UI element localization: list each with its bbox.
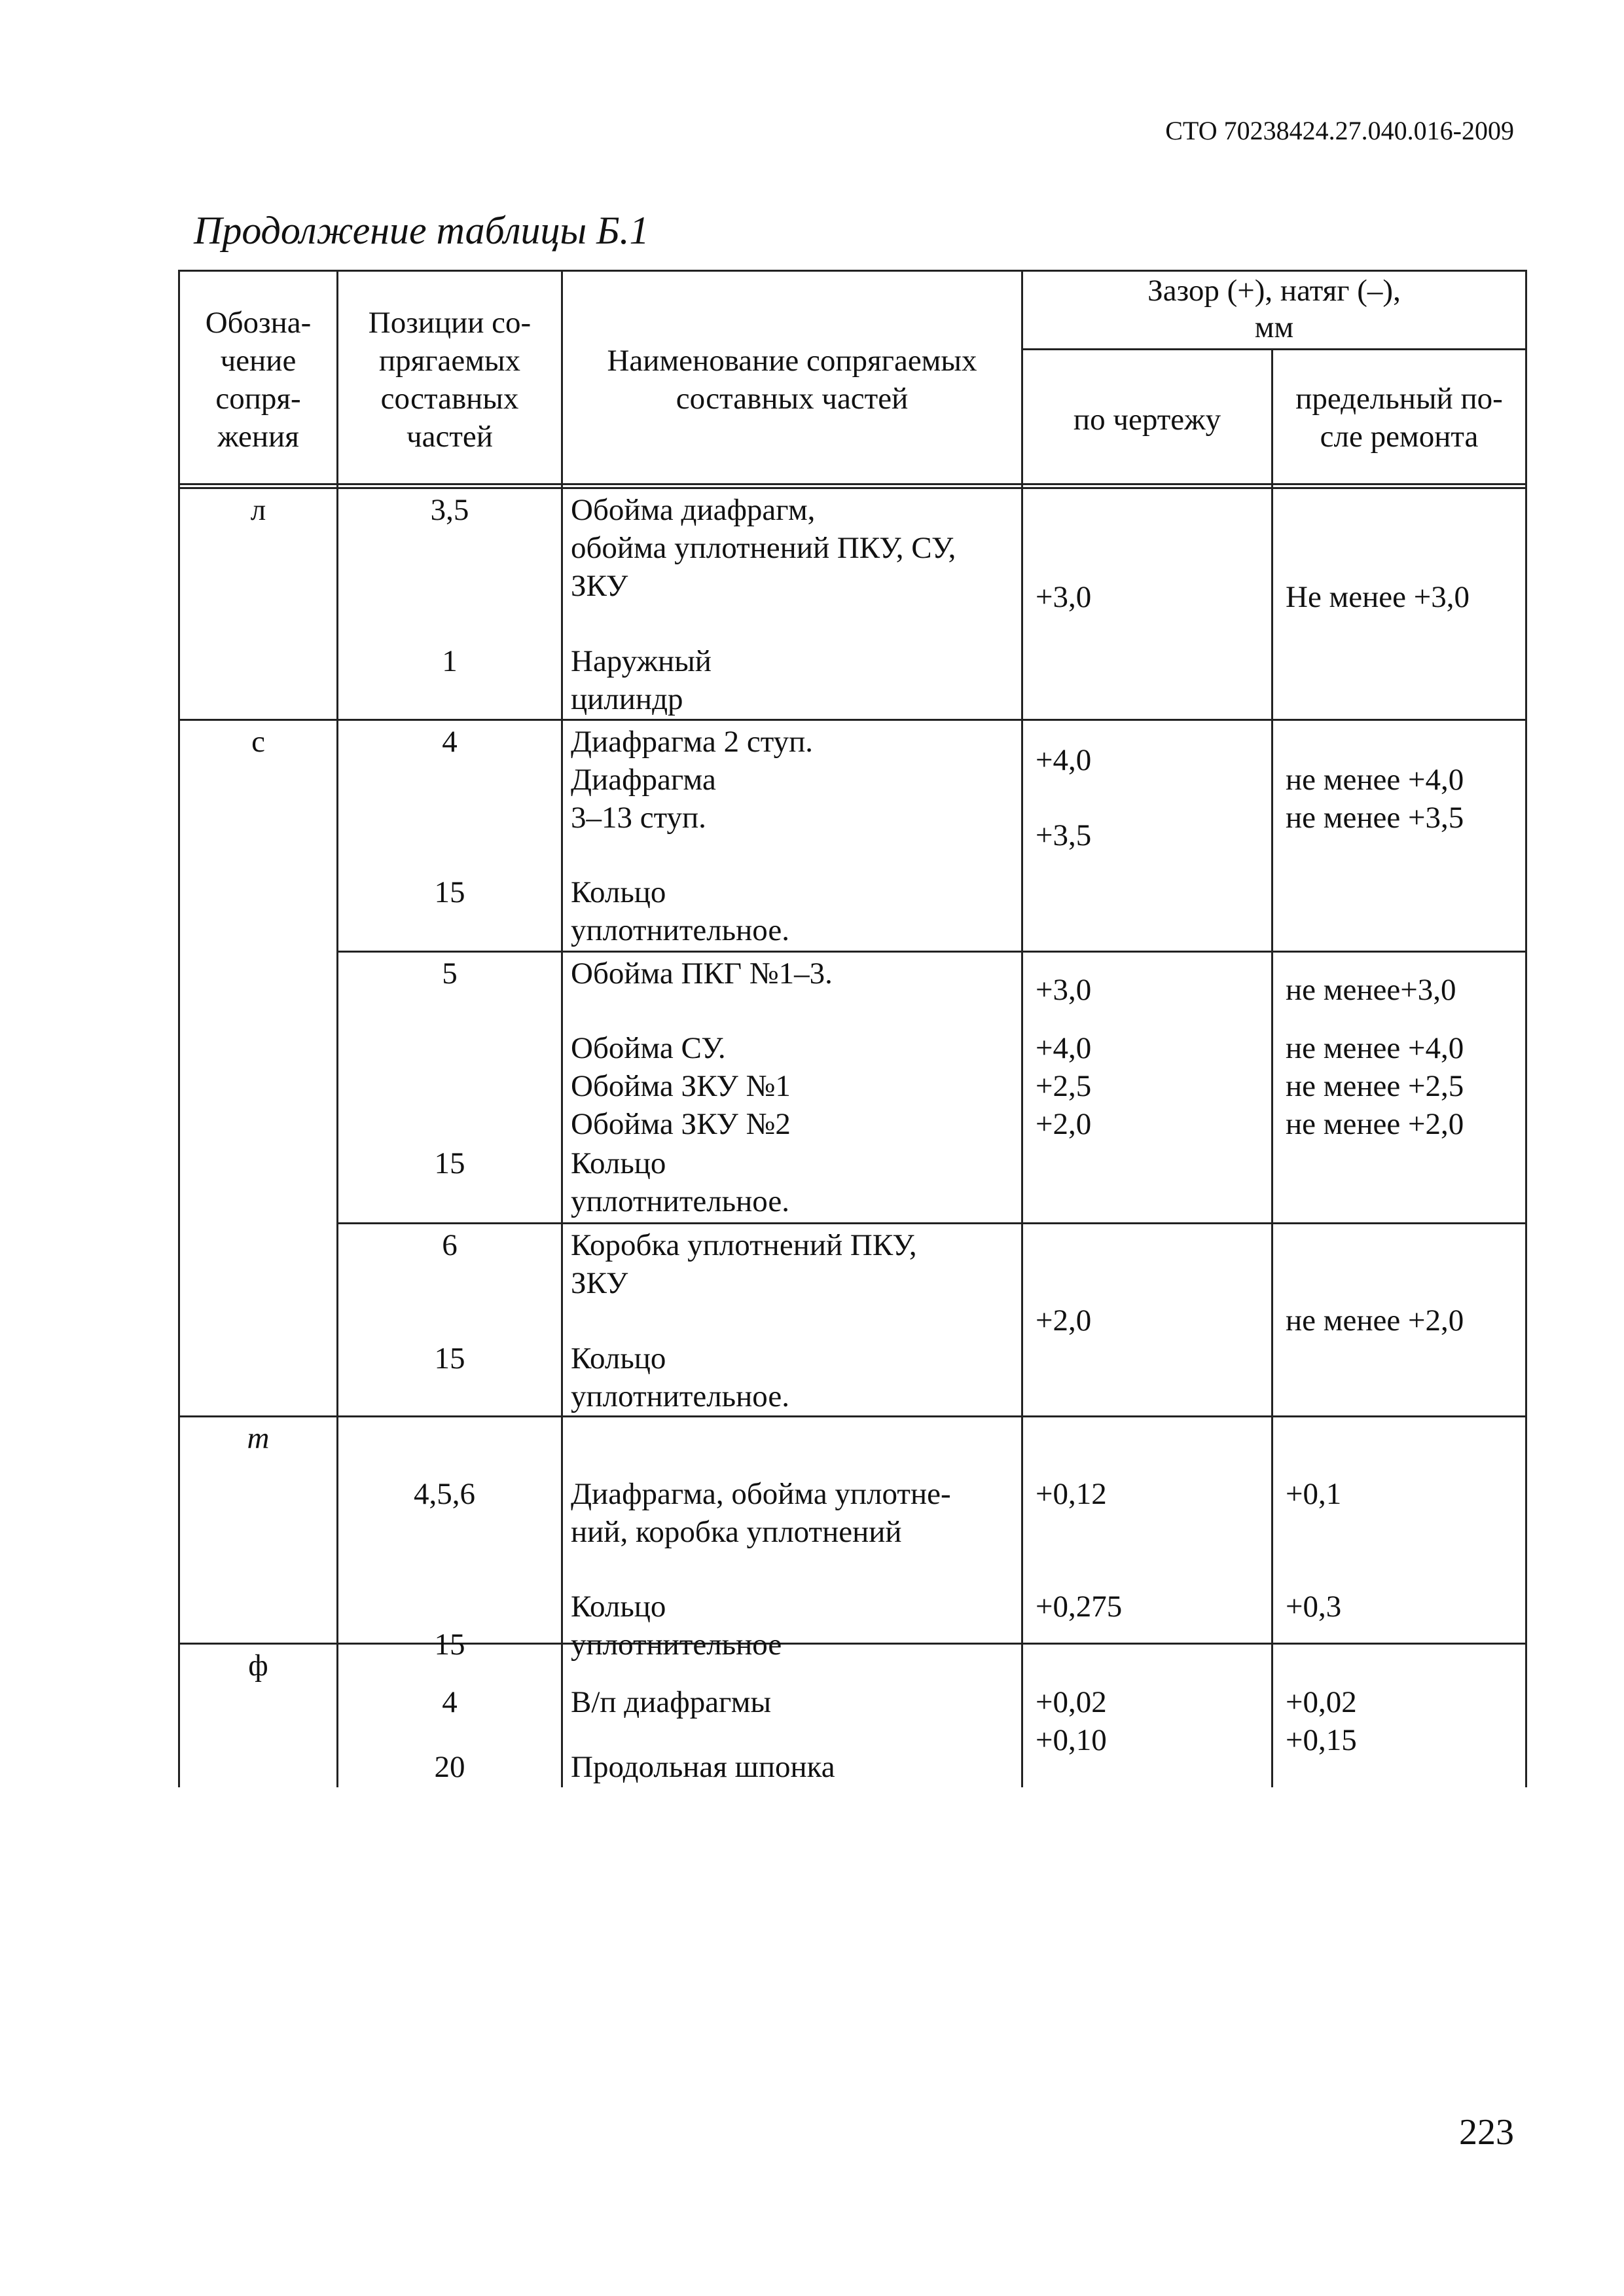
row-divider-l-s bbox=[178, 719, 1527, 721]
row-s3-position-a: 6 bbox=[442, 1228, 458, 1262]
row-s1-position-a: 4 bbox=[442, 725, 458, 759]
row-s1-position-b: 15 bbox=[434, 875, 465, 909]
row-s3-limit: не менее +2,0 bbox=[1286, 1303, 1464, 1338]
row-l-position-a: 3,5 bbox=[430, 493, 469, 527]
row-l-limit: Не менее +3,0 bbox=[1286, 580, 1470, 614]
row-f-limit: +0,02 +0,15 bbox=[1286, 1685, 1357, 1757]
row-divider-s2-s3 bbox=[336, 1222, 1527, 1224]
column-divider-3 bbox=[1021, 270, 1023, 1787]
row-f-drawing: +0,02 +0,10 bbox=[1036, 1685, 1107, 1757]
row-divider-s-t bbox=[178, 1415, 1527, 1417]
row-f-name-b: Продольная шпонка bbox=[571, 1750, 835, 1784]
header-bottom-rule-1 bbox=[178, 483, 1527, 485]
column-divider-4 bbox=[1271, 348, 1273, 1787]
row-divider-s1-s2 bbox=[336, 951, 1527, 953]
row-f-position-b: 20 bbox=[434, 1750, 465, 1784]
table-right-border bbox=[1525, 270, 1527, 1787]
row-t-drawing-2: +0,275 bbox=[1036, 1590, 1123, 1624]
table-top-border bbox=[178, 270, 1527, 272]
document-code: СТО 70238424.27.040.016-2009 bbox=[1165, 116, 1514, 145]
row-s3-name-b: Кольцо уплотнительное. bbox=[571, 1341, 789, 1413]
row-t-name-b: Кольцо уплотнительное bbox=[571, 1590, 782, 1662]
row-l-drawing: +3,0 bbox=[1036, 580, 1092, 614]
header-bottom-rule-2 bbox=[178, 487, 1527, 489]
column-divider-2 bbox=[561, 270, 563, 1787]
header-gap-group: Зазор (+), натяг (–), мм bbox=[1147, 274, 1401, 344]
row-f-name-a: В/п диафрагмы bbox=[571, 1685, 772, 1719]
row-l-position-b: 1 bbox=[442, 644, 458, 678]
header-designation: Обозна- чение сопря- жения bbox=[205, 306, 312, 454]
header-by-drawing: по чертежу bbox=[1073, 403, 1221, 437]
row-t-limit-1: +0,1 bbox=[1286, 1477, 1342, 1511]
row-s3-drawing: +2,0 bbox=[1036, 1303, 1092, 1338]
header-name: Наименование сопрягаемых составных частей bbox=[607, 344, 977, 416]
row-t-limit-2: +0,3 bbox=[1286, 1590, 1342, 1624]
row-s1-drawing-1: +4,0 bbox=[1036, 743, 1092, 777]
page-number: 223 bbox=[1459, 2112, 1514, 2153]
row-s2-drawing-rest: +4,0 +2,5 +2,0 bbox=[1036, 1031, 1092, 1141]
row-s2-name-a: Обойма ПКГ №1–3. bbox=[571, 957, 833, 991]
header-positions: Позиции со- прягаемых составных частей bbox=[368, 306, 532, 454]
row-l-designation: л bbox=[250, 493, 266, 527]
row-s-designation: с bbox=[251, 725, 265, 759]
row-f-position-a: 4 bbox=[442, 1685, 458, 1719]
row-s2-limit-rest: не менее +4,0 не менее +2,5 не менее +2,0 bbox=[1286, 1031, 1464, 1141]
row-s3-position-b: 15 bbox=[434, 1341, 465, 1376]
row-t-drawing-1: +0,12 bbox=[1036, 1477, 1107, 1511]
row-s1-limit: не менее +4,0 не менее +3,5 bbox=[1286, 763, 1464, 835]
row-l-name-b: Наружный цилиндр bbox=[571, 644, 712, 716]
row-s2-drawing-1: +3,0 bbox=[1036, 973, 1092, 1007]
row-l-name-a: Обойма диафрагм, обойма уплотнений ПКУ, СУ, ЗКУ bbox=[571, 493, 956, 603]
row-s3-name-a: Коробка уплотнений ПКУ, ЗКУ bbox=[571, 1228, 917, 1300]
row-t-designation: т bbox=[247, 1421, 270, 1455]
row-t-position-b: 15 bbox=[434, 1628, 465, 1662]
row-s2-position-b: 15 bbox=[434, 1146, 465, 1180]
table-caption: Продолжение таблицы Б.1 bbox=[194, 209, 649, 252]
row-f-designation: ф bbox=[248, 1649, 268, 1683]
row-s2-position-a: 5 bbox=[442, 957, 458, 991]
row-t-name-a: Диафрагма, обойма уплотне- ний, коробка уплотнений bbox=[571, 1477, 951, 1549]
data-table bbox=[178, 270, 1527, 1787]
row-t-position-a: 4,5,6 bbox=[414, 1477, 475, 1511]
row-s2-name-c: Кольцо уплотнительное. bbox=[571, 1146, 789, 1218]
row-s1-name-a: Диафрагма 2 ступ. Диафрагма 3–13 ступ. bbox=[571, 725, 814, 835]
row-s2-limit-1: не менее+3,0 bbox=[1286, 973, 1456, 1007]
row-s1-drawing-2: +3,5 bbox=[1036, 818, 1092, 852]
header-limit-after-repair: предельный по- сле ремонта bbox=[1295, 382, 1503, 454]
row-s2-name-b: Обойма СУ. Обойма ЗКУ №1 Обойма ЗКУ №2 bbox=[571, 1031, 791, 1141]
row-s1-name-b: Кольцо уплотнительное. bbox=[571, 875, 789, 947]
header-group-divider bbox=[1021, 348, 1527, 350]
